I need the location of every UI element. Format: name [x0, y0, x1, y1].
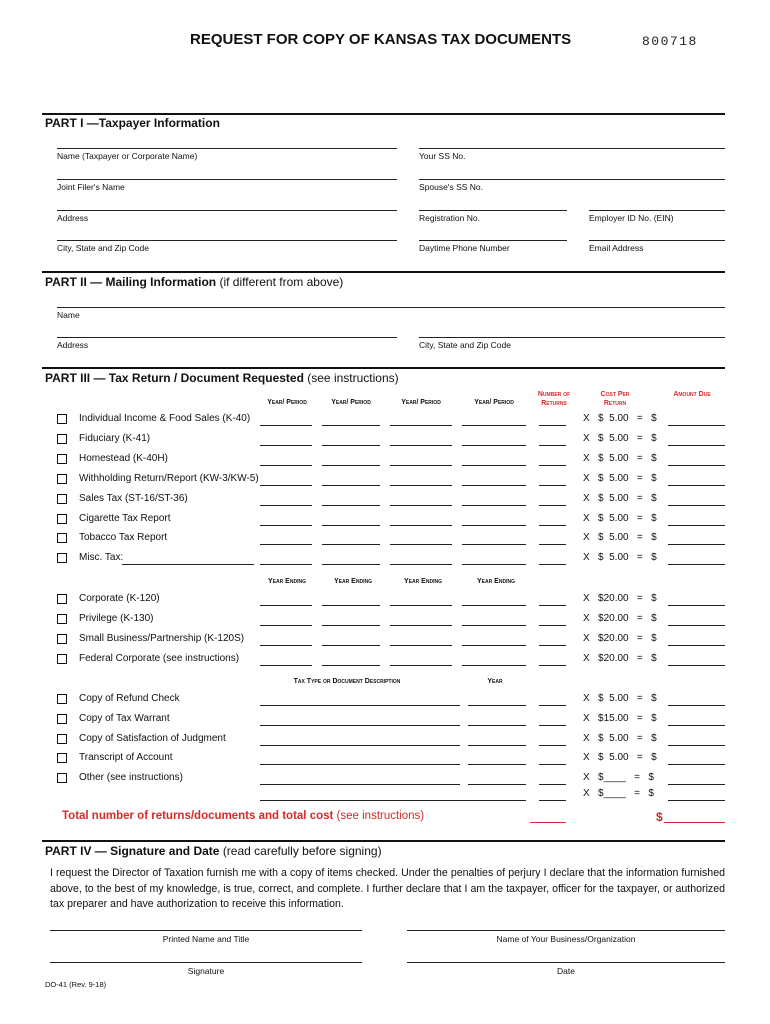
- year-period-field[interactable]: [260, 465, 312, 466]
- year-period-field[interactable]: [322, 645, 380, 646]
- col-year-ending-2: Year Ending: [334, 578, 372, 585]
- year-period-field[interactable]: [260, 525, 312, 526]
- part3-divider: [42, 367, 725, 369]
- amount-due-field[interactable]: [668, 645, 725, 646]
- year-period-field[interactable]: [260, 645, 312, 646]
- year-period-field[interactable]: [390, 605, 452, 606]
- mailing-name-field[interactable]: [57, 307, 725, 308]
- amount-due-field[interactable]: [668, 605, 725, 606]
- checkbox[interactable]: [57, 753, 67, 763]
- year-period-field[interactable]: [462, 544, 526, 545]
- year-period-field[interactable]: [462, 465, 526, 466]
- col-number-returns: Number of Returns: [537, 391, 571, 407]
- cost-per-return: X $ 5.00 = $: [583, 552, 657, 564]
- spouse-ssn-label: Spouse's SS No.: [419, 182, 483, 192]
- part4-heading: PART IV — Signature and Date: [45, 844, 220, 858]
- cost-per-return: X $ 5.00 = $: [583, 492, 657, 504]
- col-year-period-2: Year/ Period: [331, 399, 371, 406]
- total-amount-field[interactable]: [664, 822, 725, 823]
- total-note: (see instructions): [336, 810, 425, 822]
- cost-per-return: X $ 5.00 = $: [583, 752, 657, 764]
- registration-field[interactable]: [419, 210, 567, 211]
- year-period-field[interactable]: [260, 445, 312, 446]
- year-field[interactable]: [468, 705, 526, 706]
- cost-per-return: X $ 5.00 = $: [583, 693, 657, 704]
- year-field[interactable]: [468, 784, 526, 785]
- checkbox[interactable]: [57, 614, 67, 624]
- city-label: City, State and Zip Code: [57, 243, 149, 253]
- item-label: Fiduciary (K-41): [79, 432, 151, 444]
- year-period-field[interactable]: [462, 645, 526, 646]
- cost-per-return: X $____ = $: [583, 772, 654, 784]
- printed-name-field[interactable]: [50, 930, 362, 931]
- year-period-field[interactable]: [462, 485, 526, 486]
- total-label: Total number of returns/documents and total cost: [62, 810, 334, 822]
- total-dollar-sign: $: [656, 810, 663, 824]
- item-label: Transcript of Account: [79, 752, 173, 764]
- col-cost-per: Cost Per Return: [600, 391, 630, 407]
- cost-per-return: X $ 5.00 = $: [583, 432, 657, 444]
- amount-due-field[interactable]: [668, 525, 725, 526]
- cost-per-return: X $ 5.00 = $: [583, 413, 657, 424]
- number-returns-field[interactable]: [539, 725, 566, 726]
- taxpayer-name-field[interactable]: [57, 148, 397, 149]
- description-field[interactable]: [260, 745, 460, 746]
- extra-description-field[interactable]: [260, 800, 526, 801]
- address-field[interactable]: [57, 210, 397, 211]
- checkbox[interactable]: [57, 654, 67, 664]
- number-returns-field[interactable]: [539, 544, 566, 545]
- item-label: Copy of Refund Check: [79, 693, 180, 704]
- number-returns-field[interactable]: [539, 764, 566, 765]
- part1-divider: [42, 113, 725, 115]
- cost-per-return: X $ 5.00 = $: [583, 452, 657, 464]
- number-returns-field[interactable]: [539, 605, 566, 606]
- form-revision: DO-41 (Rev. 9-18): [45, 980, 107, 989]
- year-period-field[interactable]: [390, 544, 452, 545]
- year-period-field[interactable]: [260, 425, 312, 426]
- number-returns-field[interactable]: [539, 485, 566, 486]
- printed-name-label: Printed Name and Title: [162, 934, 250, 944]
- amount-due-field[interactable]: [668, 764, 725, 765]
- checkbox[interactable]: [57, 494, 67, 504]
- signature-field[interactable]: [50, 962, 362, 963]
- mailing-address-field[interactable]: [57, 337, 397, 338]
- year-field[interactable]: [468, 764, 526, 765]
- part2-note: (if different from above): [219, 275, 344, 289]
- cost-per-return: X $ 5.00 = $: [583, 532, 657, 544]
- cost-per-return: X $20.00 = $: [583, 593, 657, 604]
- number-returns-field[interactable]: [539, 625, 566, 626]
- year-period-field[interactable]: [322, 625, 380, 626]
- year-period-field[interactable]: [260, 625, 312, 626]
- year-field[interactable]: [468, 745, 526, 746]
- description-field[interactable]: [260, 705, 460, 706]
- item-label: Copy of Satisfaction of Judgment: [79, 732, 226, 744]
- joint-filer-field[interactable]: [57, 179, 397, 180]
- year-period-field[interactable]: [260, 505, 312, 506]
- amount-due-field[interactable]: [668, 544, 725, 545]
- year-period-field[interactable]: [390, 485, 452, 486]
- item-label: Withholding Return/Report (KW-3/KW-5): [79, 472, 259, 484]
- ein-label: Employer ID No. (EIN): [589, 213, 674, 223]
- year-period-field[interactable]: [322, 525, 380, 526]
- mailing-name-label: Name: [57, 310, 80, 320]
- number-returns-field[interactable]: [539, 465, 566, 466]
- year-period-field[interactable]: [260, 564, 312, 565]
- description-field[interactable]: [260, 784, 460, 785]
- year-period-field[interactable]: [322, 425, 380, 426]
- form-title: REQUEST FOR COPY OF KANSAS TAX DOCUMENTS: [190, 31, 572, 48]
- checkbox[interactable]: [57, 734, 67, 744]
- cost-per-return: X $ 5.00 = $: [583, 512, 657, 524]
- item-label: Individual Income & Food Sales (K-40): [79, 413, 251, 424]
- col-year-ending-1: Year Ending: [268, 578, 306, 585]
- part3-heading: PART III — Tax Return / Document Requested: [45, 371, 304, 385]
- year-period-field[interactable]: [390, 564, 452, 565]
- item-label: Homestead (K-40H): [79, 452, 168, 464]
- form-number: 800718: [642, 34, 698, 49]
- col-year: Year: [487, 678, 503, 685]
- address-label: Address: [57, 213, 89, 223]
- number-returns-field[interactable]: [539, 445, 566, 446]
- amount-due-field[interactable]: [668, 564, 725, 565]
- mailing-city-field[interactable]: [419, 337, 725, 338]
- year-period-field[interactable]: [322, 445, 380, 446]
- cost-per-return: X $15.00 = $: [583, 712, 657, 724]
- item-label: Sales Tax (ST-16/ST-36): [79, 492, 188, 504]
- cost-per-return: X $20.00 = $: [583, 632, 657, 644]
- checkbox[interactable]: [57, 634, 67, 644]
- part2-heading-wrap: [45, 275, 343, 289]
- year-period-field[interactable]: [390, 465, 452, 466]
- number-returns-field[interactable]: [539, 564, 566, 565]
- total-count-field[interactable]: [530, 822, 566, 823]
- date-label: Date: [557, 966, 575, 976]
- year-period-field[interactable]: [260, 544, 312, 545]
- checkbox[interactable]: [57, 773, 67, 783]
- year-period-field[interactable]: [462, 625, 526, 626]
- date-field[interactable]: [407, 962, 725, 963]
- checkbox[interactable]: [57, 694, 67, 704]
- checkbox[interactable]: [57, 414, 67, 424]
- checkbox[interactable]: [57, 434, 67, 444]
- mailing-address-label: Address: [57, 340, 89, 350]
- amount-due-field[interactable]: [668, 725, 725, 726]
- col-year-ending-3: Year Ending: [404, 578, 442, 585]
- item-label: Federal Corporate (see instructions): [79, 652, 240, 664]
- part4-divider: [42, 840, 725, 842]
- part2-divider: [42, 271, 725, 273]
- year-period-field[interactable]: [322, 564, 380, 565]
- cost-per-return: X $ 5.00 = $: [583, 732, 657, 744]
- registration-label: Registration No.: [419, 213, 480, 223]
- year-period-field[interactable]: [462, 445, 526, 446]
- number-returns-field[interactable]: [539, 505, 566, 506]
- misc-tax-field[interactable]: [122, 564, 254, 565]
- checkbox[interactable]: [57, 514, 67, 524]
- ein-field[interactable]: [589, 210, 725, 211]
- year-period-field[interactable]: [390, 645, 452, 646]
- amount-due-field[interactable]: [668, 505, 725, 506]
- checkbox[interactable]: [57, 594, 67, 604]
- col-year-period-4: Year/ Period: [474, 399, 514, 406]
- item-label: Other (see instructions): [79, 772, 183, 784]
- item-label: Misc. Tax:: [79, 552, 124, 564]
- col-tax-type: Tax Type or Document Description: [293, 678, 401, 685]
- year-period-field[interactable]: [322, 665, 380, 666]
- taxpayer-name-label: Name (Taxpayer or Corporate Name): [57, 151, 198, 161]
- checkbox[interactable]: [57, 714, 67, 724]
- part4-note: (read carefully before signing): [222, 844, 382, 858]
- part3-heading-wrap: [45, 371, 399, 385]
- checkbox[interactable]: [57, 533, 67, 543]
- business-name-label: Name of Your Business/Organization: [496, 934, 636, 944]
- cost-per-return: X $ 5.00 = $: [583, 472, 657, 484]
- item-label: Copy of Tax Warrant: [79, 712, 170, 724]
- year-period-field[interactable]: [462, 665, 526, 666]
- amount-due-field[interactable]: [668, 485, 725, 486]
- year-period-field[interactable]: [462, 525, 526, 526]
- description-field[interactable]: [260, 764, 460, 765]
- number-returns-field[interactable]: [539, 784, 566, 785]
- number-returns-field[interactable]: [539, 705, 566, 706]
- ssn-label: Your SS No.: [419, 151, 466, 161]
- amount-due-field[interactable]: [668, 745, 725, 746]
- year-period-field[interactable]: [390, 665, 452, 666]
- part4-heading-wrap: [45, 844, 382, 858]
- amount-due-field[interactable]: [668, 445, 725, 446]
- phone-field[interactable]: [419, 240, 567, 241]
- col-year-period-3: Year/ Period: [401, 399, 441, 406]
- year-period-field[interactable]: [390, 625, 452, 626]
- part2-heading: PART II — Mailing Information: [45, 275, 217, 289]
- extra-number-field[interactable]: [539, 800, 566, 801]
- city-field[interactable]: [57, 240, 397, 241]
- number-returns-field[interactable]: [539, 745, 566, 746]
- item-label: Corporate (K-120): [79, 593, 160, 604]
- year-period-field[interactable]: [322, 544, 380, 545]
- item-label: Small Business/Partnership (K-120S): [79, 632, 245, 644]
- item-label: Privilege (K-130): [79, 612, 154, 624]
- year-period-field[interactable]: [322, 485, 380, 486]
- spouse-ssn-field[interactable]: [419, 179, 725, 180]
- year-period-field[interactable]: [390, 425, 452, 426]
- year-period-field[interactable]: [462, 564, 526, 565]
- amount-due-field[interactable]: [668, 705, 725, 706]
- item-label: Cigarette Tax Report: [79, 512, 171, 524]
- perjury-statement: I request the Director of Taxation furnish me with a copy of items checked. Under the penalties of perjury I declare that the information furnished above, to the best of my knowledge, is true, correct, and complete. I further declare that I am the taxpayer, officer for the taxpayer, or authorized tax preparer and have authorization to receive this information.: [50, 867, 725, 910]
- cost-per-return: X $20.00 = $: [583, 612, 657, 624]
- cost-per-return: X $20.00 = $: [583, 652, 657, 664]
- col-amount-due: Amount Due: [673, 391, 711, 398]
- amount-due-field[interactable]: [668, 784, 725, 785]
- year-period-field[interactable]: [322, 605, 380, 606]
- joint-filer-label: Joint Filer's Name: [57, 182, 125, 192]
- year-period-field[interactable]: [390, 525, 452, 526]
- email-label: Email Address: [589, 243, 644, 253]
- part1-heading: PART I —Taxpayer Information: [45, 116, 220, 130]
- amount-due-field[interactable]: [668, 665, 725, 666]
- year-period-field[interactable]: [462, 605, 526, 606]
- number-returns-field[interactable]: [539, 665, 566, 666]
- year-period-field[interactable]: [260, 485, 312, 486]
- year-period-field[interactable]: [462, 505, 526, 506]
- col-year-period-1: Year/ Period: [267, 399, 307, 406]
- number-returns-field[interactable]: [539, 645, 566, 646]
- total-row: [62, 810, 424, 822]
- extra-cost: X $____ = $: [583, 788, 654, 799]
- amount-due-field[interactable]: [668, 625, 725, 626]
- description-field[interactable]: [260, 725, 460, 726]
- amount-due-field[interactable]: [668, 425, 725, 426]
- year-period-field[interactable]: [462, 425, 526, 426]
- year-period-field[interactable]: [260, 665, 312, 666]
- checkbox[interactable]: [57, 553, 67, 563]
- part3-note: (see instructions): [307, 371, 399, 385]
- business-name-field[interactable]: [407, 930, 725, 931]
- year-period-field[interactable]: [322, 465, 380, 466]
- item-label: Tobacco Tax Report: [79, 532, 168, 544]
- year-period-field[interactable]: [322, 505, 380, 506]
- ssn-field[interactable]: [419, 148, 725, 149]
- col-year-ending-4: Year Ending: [477, 578, 515, 585]
- email-field[interactable]: [589, 240, 725, 241]
- mailing-city-label: City, State and Zip Code: [419, 340, 511, 350]
- phone-label: Daytime Phone Number: [419, 243, 510, 253]
- checkbox[interactable]: [57, 474, 67, 484]
- year-period-field[interactable]: [390, 505, 452, 506]
- year-period-field[interactable]: [390, 445, 452, 446]
- amount-due-field[interactable]: [668, 465, 725, 466]
- extra-amount-field[interactable]: [668, 800, 725, 801]
- checkbox[interactable]: [57, 454, 67, 464]
- number-returns-field[interactable]: [539, 525, 566, 526]
- year-period-field[interactable]: [260, 605, 312, 606]
- signature-label: Signature: [187, 966, 225, 976]
- year-field[interactable]: [468, 725, 526, 726]
- number-returns-field[interactable]: [539, 425, 566, 426]
